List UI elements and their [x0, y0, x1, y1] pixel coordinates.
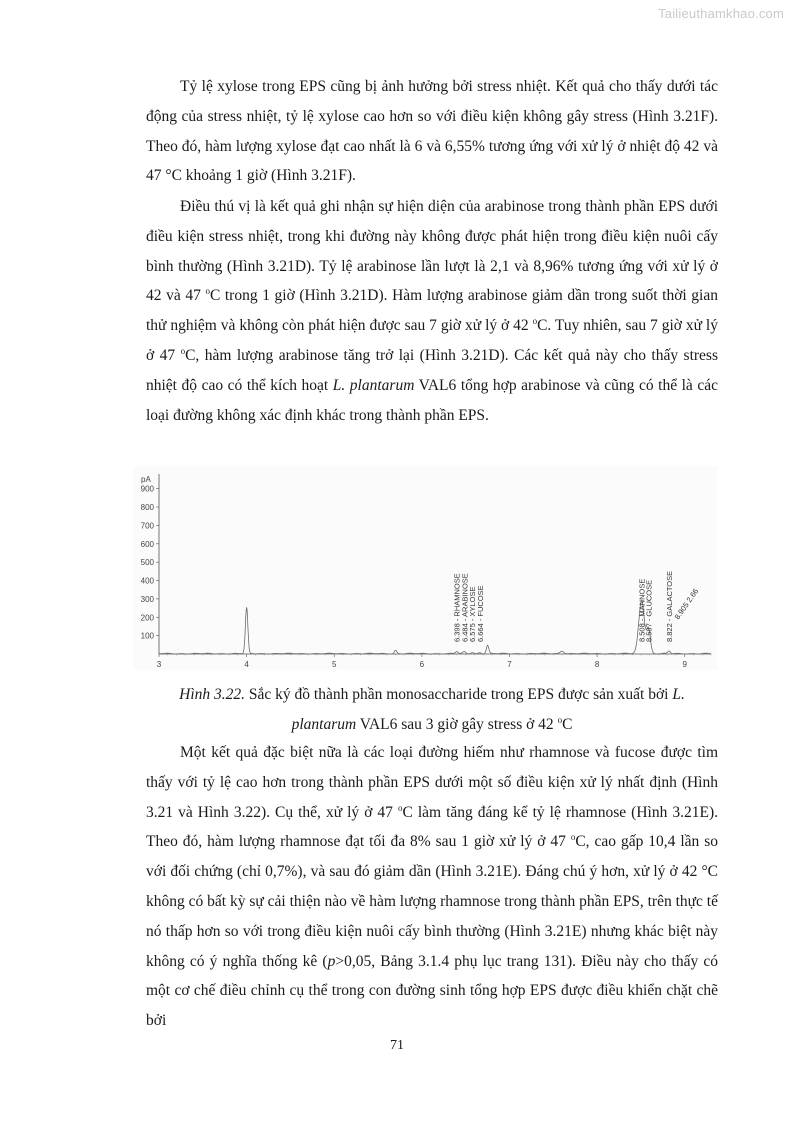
- chromatogram-trace: [159, 601, 711, 655]
- y-tick-label: 900: [140, 484, 154, 494]
- degree-sup: o: [205, 286, 210, 297]
- y-axis-label: pA: [141, 475, 151, 484]
- peak-label: 6.398 - RHAMNOSE: [452, 573, 462, 642]
- degree-sup: o: [570, 832, 576, 843]
- chromatogram-chart: [133, 466, 717, 670]
- paragraph-arabinose: [146, 192, 718, 430]
- p2-text-d: C, hàm lượng arabinose tăng trở lại (Hình 3.21D). Các kết quả này cho thấy stress nhiệt độ cao có thể kích hoạt: [146, 346, 718, 394]
- p2-text-c: C. Tuy nhiên, sau 7 giờ xử lý ở 47: [146, 317, 718, 364]
- peak-label: 8.587 - GLUCOSE: [644, 579, 654, 642]
- x-tick-label: 9: [682, 660, 687, 669]
- caption-species: L. plantarum: [291, 686, 685, 733]
- p3-text-c: C, cao gấp 10,4 lần so với đối chứng (chỉ 0,7%), và sau đó giảm dần (Hình 3.21E). Đáng chú ý hơn, xử lý ở 42 °C không có bất kỳ sự cải thiện nào về hàm lượng rhamnose trong thành phần EPS, trên thực tế nó thấp hơn so với trong điều kiện nuôi cấy bình thường (Hình 3.21E) nhưng khác biệt này không có ý nghĩa thống kê (: [146, 833, 718, 970]
- figure-caption: [146, 680, 718, 740]
- caption-label: Hình 3.22.: [179, 686, 246, 703]
- page-number: 71: [390, 1038, 404, 1053]
- paragraph-xylose: Tỷ lệ xylose trong EPS cũng bị ảnh hưởng bởi stress nhiệt. Kết quả cho thấy dưới tác động của stress nhiệt, tỷ lệ xylose cao hơn so với điều kiện không gây stress (Hình 3.21F). Theo đó, hàm lượng xylose đạt cao nhất là 6 và 6,55% tương ứng với xử lý ở nhiệt độ 42 và 47 °C khoảng 1 giờ (Hình 3.21F).: [146, 78, 718, 185]
- p3-text-b: C làm tăng đáng kể tỷ lệ rhamnose (Hình 3.21E). Theo đó, hàm lượng rhamnose đạt tối đa 8% sau 1 giờ xử lý ở 47: [146, 803, 718, 851]
- p3-text-d: >0,05, Bảng 3.1.4 phụ lục trang 131). Điều này cho thấy có một cơ chế điều chỉnh cụ thể trong con đường sinh tổng hợp EPS được điều khiển chặt chẽ bởi: [146, 952, 719, 1030]
- peak-label: 6.575 - XYLOSE: [468, 586, 478, 642]
- degree-sup: o: [397, 802, 403, 813]
- x-tick-label: 6: [419, 660, 425, 669]
- degree-sup: o: [532, 316, 538, 327]
- y-tick-label: 400: [140, 576, 154, 586]
- y-tick-label: 300: [140, 594, 154, 604]
- peak-extra-label: 8.905 2.66: [672, 586, 701, 622]
- x-tick-label: 8: [594, 660, 600, 669]
- y-tick-label: 200: [140, 613, 154, 623]
- y-tick-label: 600: [140, 539, 154, 549]
- p3-text-a: Một kết quả đặc biệt nữa là các loại đường hiếm như rhamnose và fucose được tìm thấy với tỷ lệ cao hơn trong thành phần EPS dưới một số điều kiện xử lý nhất định (Hình 3.21 và Hình 3.22). Cụ thể, xử lý ở 47: [146, 744, 718, 821]
- peak-label: 6.664 - FUCOSE: [476, 585, 486, 642]
- x-tick-label: 7: [507, 660, 512, 669]
- watermark: Tailieuthamkhao.com: [658, 6, 784, 21]
- caption-text-c: C: [562, 716, 573, 733]
- p2-text-b: C trong 1 giờ (Hình 3.21D). Hàm lượng arabinose giảm dần trong suốt thời gian thử nghiệm và không còn phát hiện được sau 7 giờ xử lý ở 42: [146, 287, 718, 335]
- p2-text-a: Điều thú vị là kết quả ghi nhận sự hiện diện của arabinose trong thành phần EPS dưới điều kiện stress nhiệt, trong khi đường này không được phát hiện trong điều kiện nuôi cấy bình thường (Hình 3.21D). Tỷ lệ arabinose lần lượt là 2,1 và 8,96% tương ứng với xử lý ở 42 và 47: [146, 198, 718, 305]
- x-tick-label: 4: [244, 660, 249, 669]
- peak-label: 6.484 - ARABINOSE: [460, 573, 470, 642]
- x-tick-label: 5: [332, 660, 337, 669]
- caption-text-a: Sắc ký đồ thành phần monosaccharide trong EPS được sản xuất bởi: [245, 686, 673, 703]
- peak-label: 8.822 - GALACTOSE: [665, 570, 675, 642]
- y-tick-label: 700: [140, 521, 154, 531]
- degree-sup: o: [180, 345, 186, 356]
- p-value-symbol: p: [327, 952, 336, 970]
- caption-text-b: VAL6 sau 3 giờ gây stress ở 42: [356, 716, 558, 733]
- chromatogram-figure: [133, 466, 717, 670]
- degree-sup: o: [557, 714, 563, 725]
- peak-label: 8.508 - MANNOSE: [637, 578, 647, 642]
- p2-text-e: VAL6 tổng hợp arabinose và cũng có thể là các loại đường không xác định khác trong thành phần EPS.: [146, 376, 718, 424]
- species-name: L. plantarum: [332, 376, 415, 394]
- y-tick-label: 500: [140, 558, 154, 568]
- x-tick-label: 3: [156, 660, 162, 669]
- y-tick-label: 800: [140, 503, 154, 513]
- y-tick-label: 100: [140, 631, 154, 641]
- paragraph-rhamnose: [146, 738, 718, 1036]
